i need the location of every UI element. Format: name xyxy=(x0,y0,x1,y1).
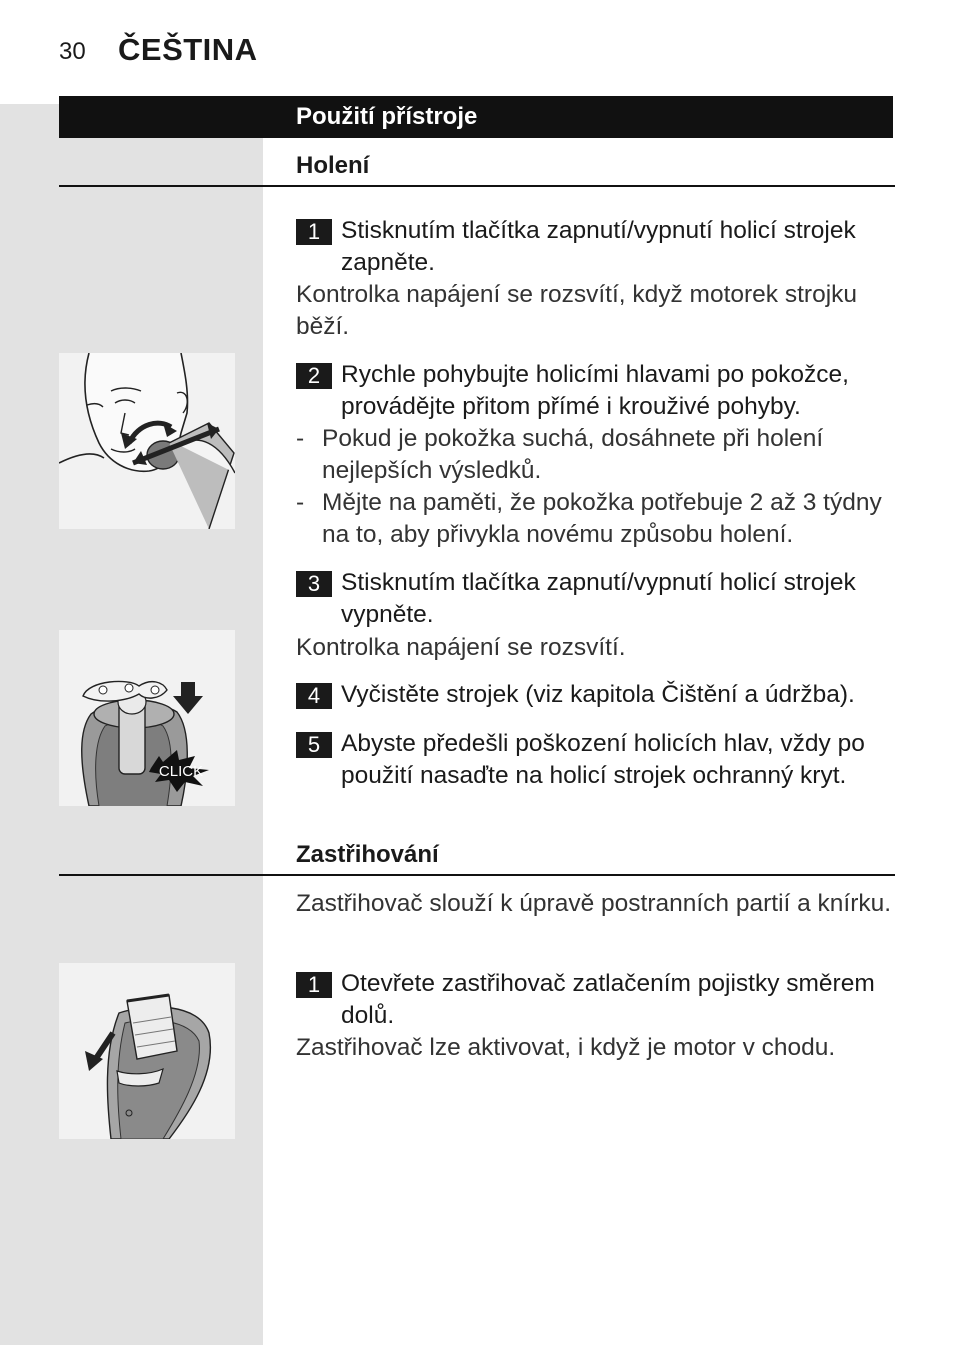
face-shaving-icon xyxy=(59,353,235,529)
shaving-step-4 xyxy=(296,679,898,711)
section-title: Použití přístroje xyxy=(296,103,478,130)
step-number: 1 xyxy=(296,219,332,245)
trimming-note: Zastřihovač lze aktivovat, i když je motor v chodu. xyxy=(296,1034,836,1061)
step-text: Vyčistěte strojek (viz kapitola Čištění a údržba). xyxy=(341,681,855,708)
heading-rule xyxy=(59,874,895,876)
shaving-note-1: Kontrolka napájení se rozsvítí, když motorek strojku běží. xyxy=(296,281,858,340)
shaving-step-5 xyxy=(296,728,898,792)
click-label: CLICK xyxy=(158,763,204,780)
trimming-intro: Zastřihovač slouží k úpravě postranních partií a knírku. xyxy=(296,890,892,917)
step-text: Otevřete zastřihovač zatlačením pojistky směrem dolů. xyxy=(341,970,875,1029)
step-number: 4 xyxy=(296,683,332,709)
shaving-heading: Holení xyxy=(296,152,370,179)
bullet-text: Mějte na paměti, že pokožka potřebuje 2 až 3 týdny na to, aby přivykla novému způsobu holení. xyxy=(322,489,882,548)
shaving-note-3: Kontrolka napájení se rozsvítí. xyxy=(296,634,626,661)
shaving-step-2 xyxy=(296,359,898,423)
step-number: 1 xyxy=(296,972,332,998)
shaving-step-3 xyxy=(296,567,898,631)
heading-rule xyxy=(59,185,895,187)
step-number: 2 xyxy=(296,363,332,389)
trimmer-illustration xyxy=(59,963,235,1139)
shaver-cap-icon xyxy=(59,630,235,806)
step-text: Stisknutím tlačítka zapnutí/vypnutí holicí strojek vypněte. xyxy=(341,569,856,628)
trimming-heading: Zastřihování xyxy=(296,841,439,868)
trimmer-icon xyxy=(59,963,235,1139)
callout-pointer xyxy=(235,961,263,1001)
step-text: Abyste předešli poškození holicích hlav, vždy po použití nasaďte na holicí strojek ochranný kryt. xyxy=(341,730,865,789)
language-title: ČEŠTINA xyxy=(118,32,258,67)
shaving-bullet-2: - Mějte na paměti, že pokožka potřebuje 2 až 3 týdny na to, aby přivykla novému způsobu holení. xyxy=(296,487,896,551)
step-number: 3 xyxy=(296,571,332,597)
callout-pointer xyxy=(235,727,263,767)
section-bar xyxy=(59,96,893,138)
shaving-bullet-1: - Pokud je pokožka suchá, dosáhnete při holení nejlepších výsledků. xyxy=(296,423,896,487)
callout-pointer xyxy=(235,352,263,392)
page-number: 30 xyxy=(59,38,86,65)
step-number: 5 xyxy=(296,732,332,758)
shaver-cap-illustration xyxy=(59,630,235,806)
face-shaving-illustration xyxy=(59,353,235,529)
shaving-step-1 xyxy=(296,215,898,279)
trimming-step-1 xyxy=(296,968,898,1032)
step-text: Stisknutím tlačítka zapnutí/vypnutí holicí strojek zapněte. xyxy=(341,217,856,276)
step-text: Rychle pohybujte holicími hlavami po pokožce, provádějte přitom přímé i krouživé pohyby. xyxy=(341,361,849,420)
bullet-text: Pokud je pokožka suchá, dosáhnete při holení nejlepších výsledků. xyxy=(322,425,824,484)
